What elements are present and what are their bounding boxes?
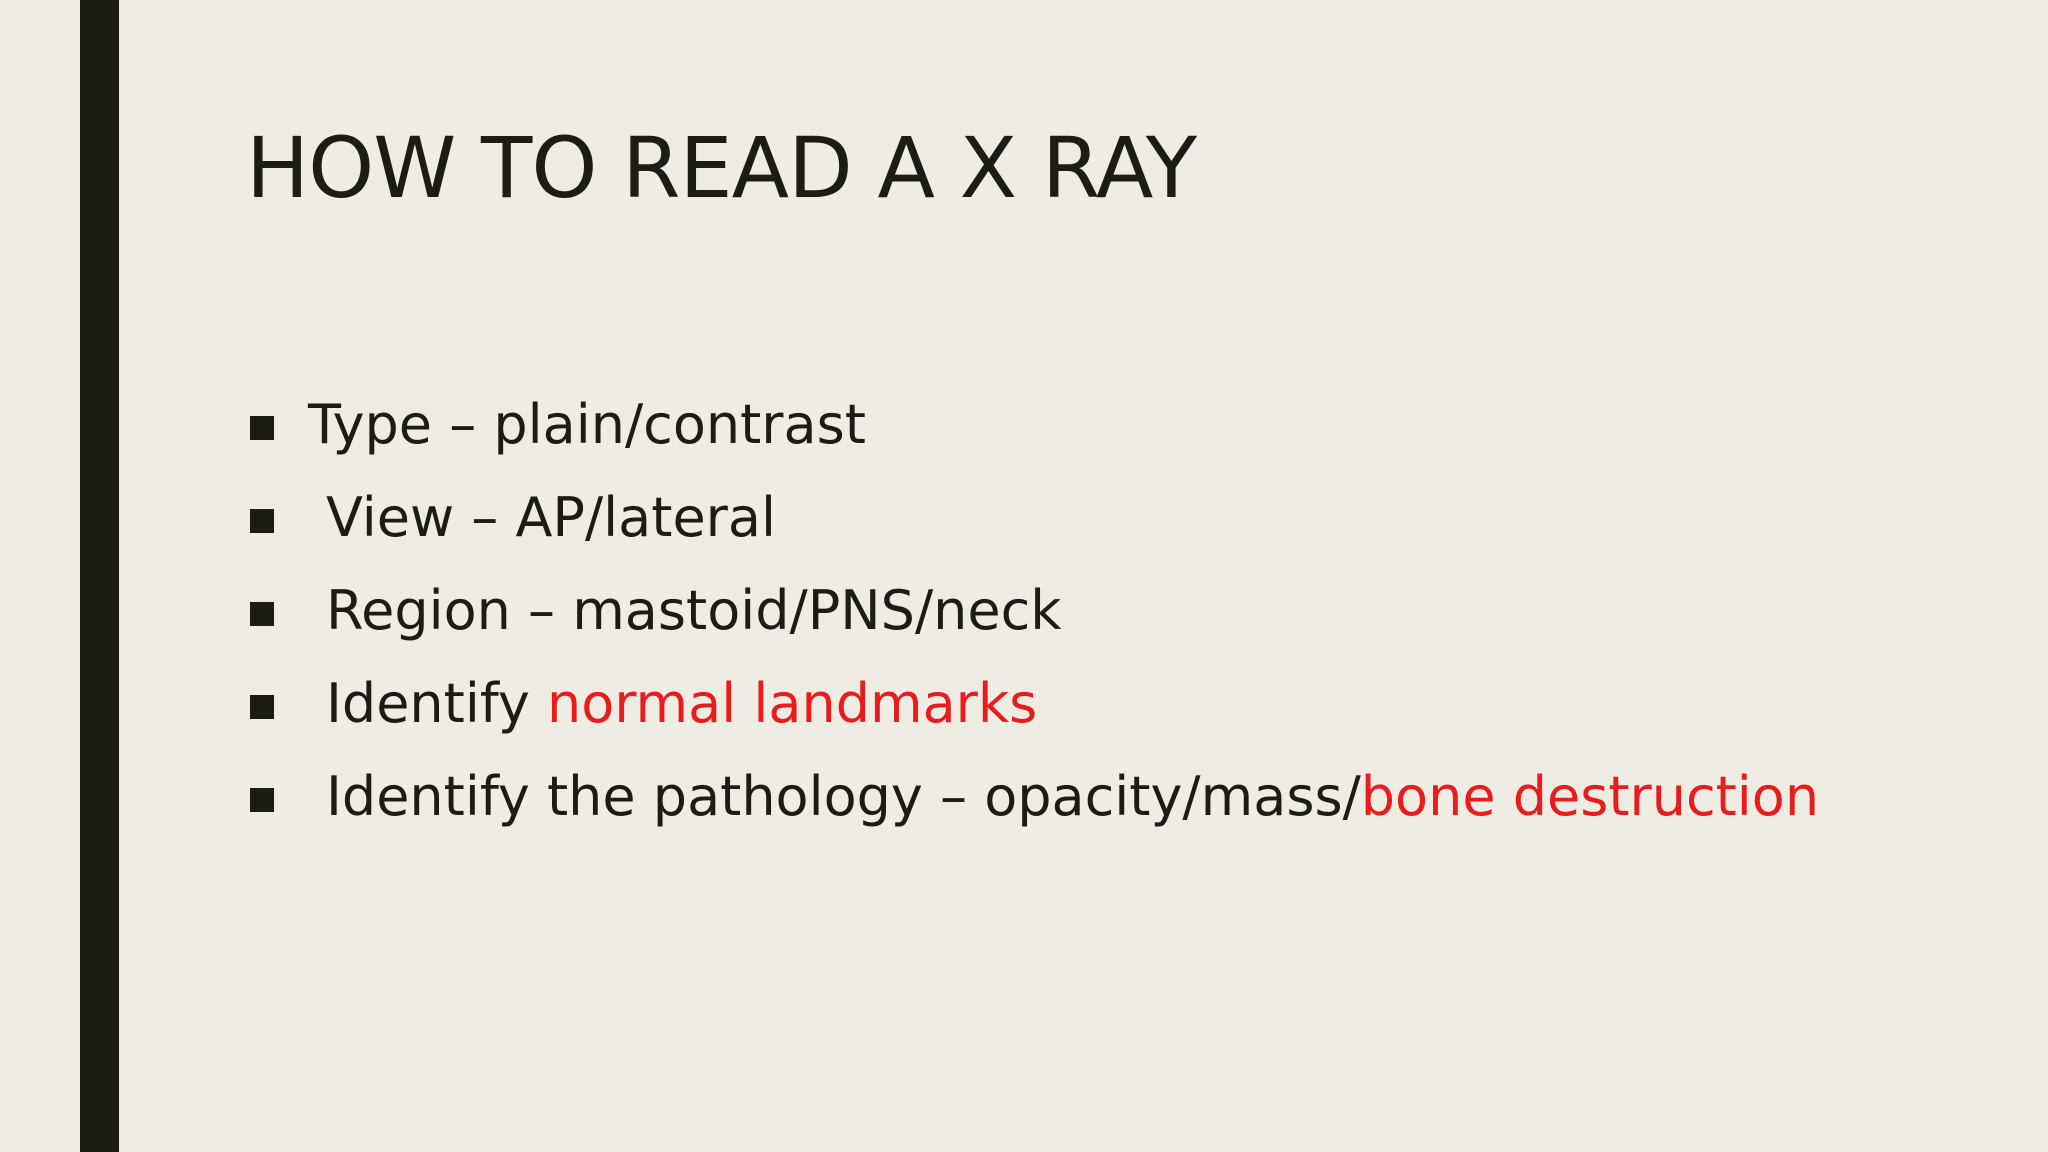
square-bullet-icon	[250, 509, 274, 533]
bullet-text: Type – plain/contrast	[308, 393, 866, 456]
square-bullet-icon	[250, 788, 274, 812]
square-bullet-icon	[250, 695, 274, 719]
bullet-text: Region – mastoid/PNS/neck	[326, 579, 1062, 642]
bullet-highlight-text: normal landmarks	[547, 672, 1038, 735]
left-accent-bar	[80, 0, 119, 1152]
bullet-text: View – AP/lateral	[326, 486, 776, 549]
bullet-text: Identify	[326, 672, 548, 735]
bullet-text: Identify the pathology – opacity/mass/	[326, 765, 1361, 828]
square-bullet-icon	[250, 416, 274, 440]
slide-title: HOW TO READ A X RAY	[246, 119, 1197, 217]
bullet-text-wrapper	[326, 664, 1037, 744]
square-bullet-icon	[250, 602, 274, 626]
bullet-text-wrapper	[326, 757, 1819, 837]
bullet-highlight-text: bone destruction	[1360, 765, 1820, 828]
